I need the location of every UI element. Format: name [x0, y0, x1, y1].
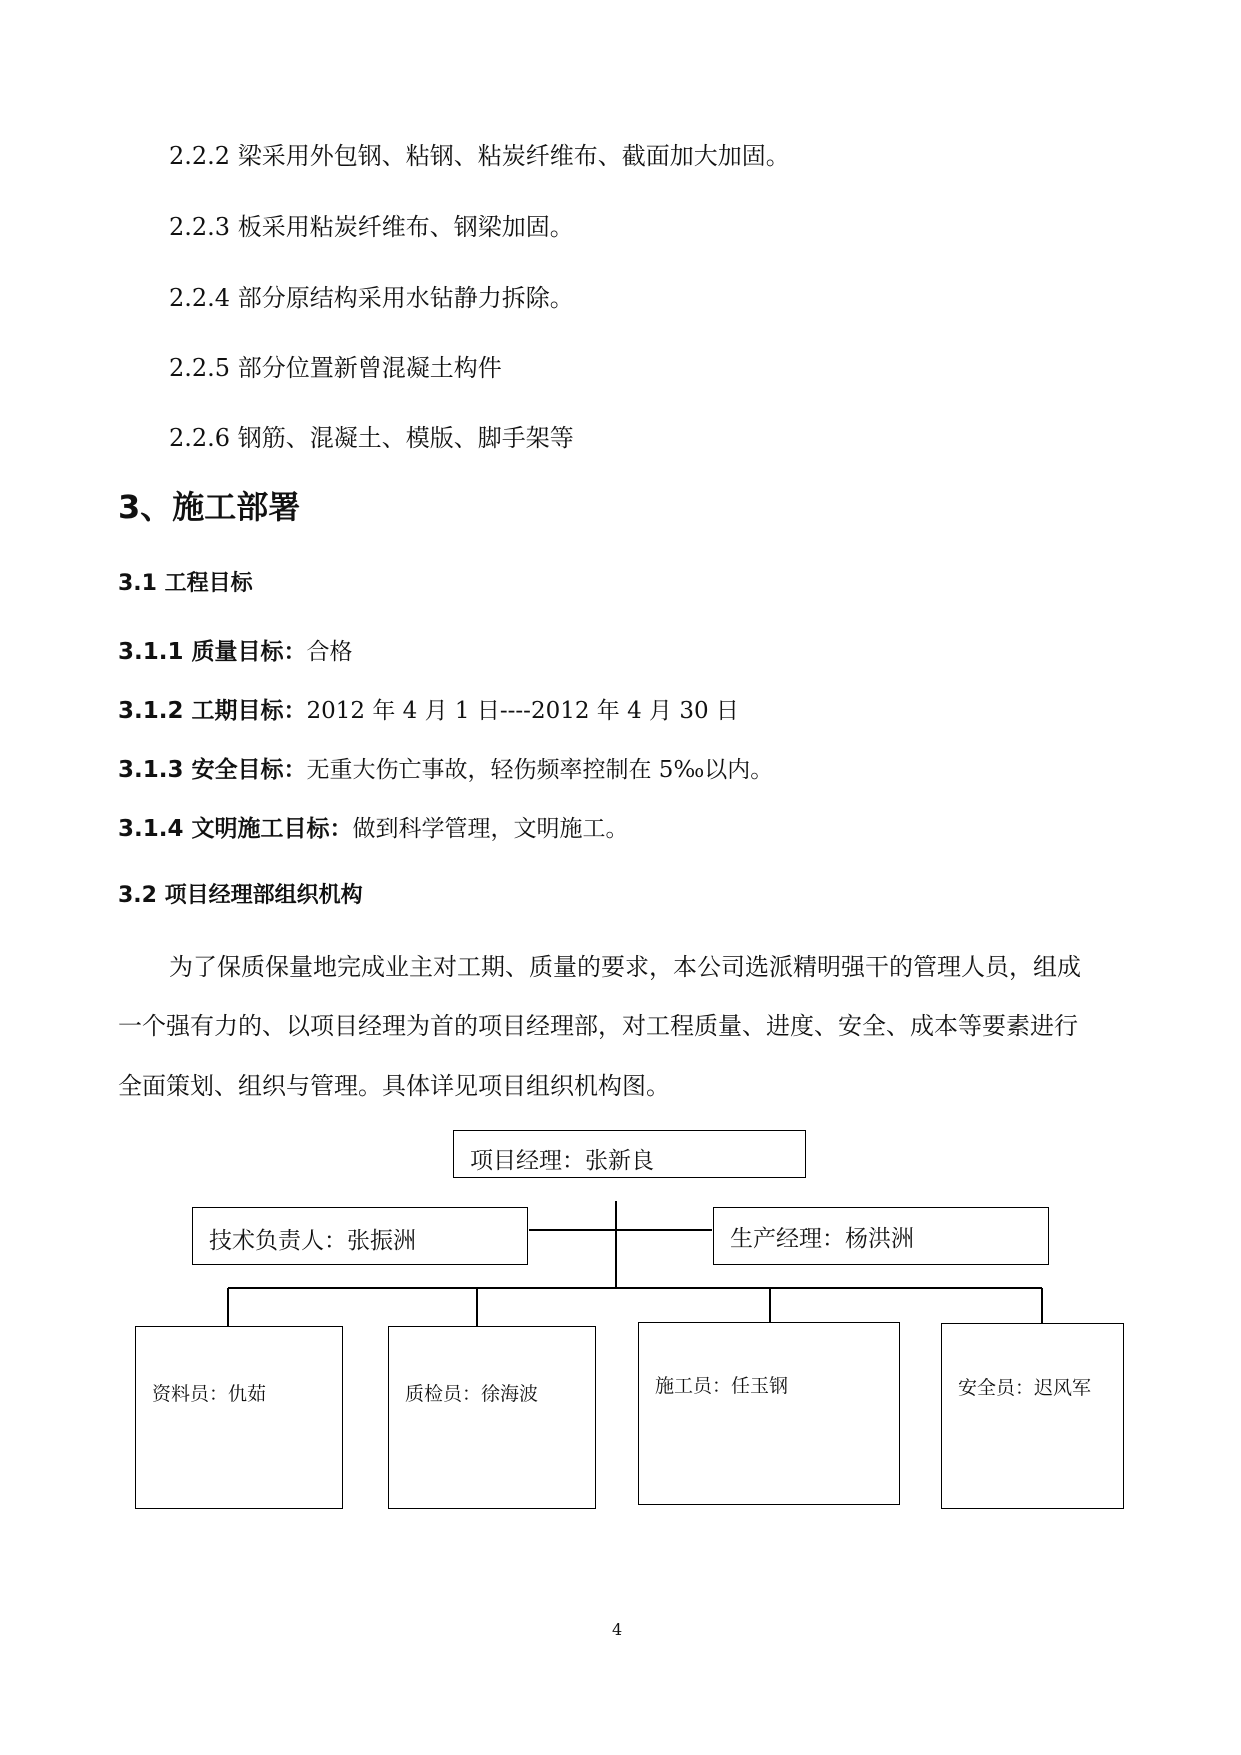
- page-number: 4: [612, 1620, 623, 1639]
- goal-label: 3.1.3 安全目标：: [118, 757, 307, 783]
- goal-text: 2012 年 4 月 1 日----2012 年 4 月 30 日: [306, 698, 739, 724]
- org-production-label: 生产经理：杨洪洲: [730, 1226, 914, 1252]
- org-box-staff-construction: [638, 1322, 900, 1505]
- paragraph-line: 一个强有力的、以项目经理为首的项目经理部，对工程质量、进度、安全、成本等要素进行: [118, 1012, 1078, 1040]
- org-staff-label: 安全员：迟风军: [958, 1377, 1092, 1399]
- goal-text: 无重大伤亡事故，轻伤频率控制在 5‰以内。: [306, 757, 774, 783]
- item-2-2-6: 2.2.6 钢筋、混凝土、模版、脚手架等: [169, 424, 574, 452]
- org-staff-label: 资料员：仇茹: [152, 1383, 267, 1405]
- org-manager-label: 项目经理：张新良: [470, 1148, 654, 1174]
- org-box-staff-quality: [388, 1326, 596, 1509]
- goal-label: 3.1.2 工期目标：: [118, 698, 307, 724]
- item-2-2-2: 2.2.2 梁采用外包钢、粘钢、粘炭纤维布、截面加大加固。: [169, 142, 790, 170]
- heading-3-1: 3.1 工程目标: [118, 571, 253, 596]
- org-box-tech-lead: [192, 1207, 528, 1265]
- paragraph-line: 为了保质保量地完成业主对工期、质量的要求，本公司选派精明强干的管理人员，组成: [169, 953, 1081, 981]
- org-staff-label: 质检员：徐海波: [405, 1383, 539, 1405]
- goal-label: 3.1.4 文明施工目标：: [118, 816, 353, 842]
- org-box-manager: [453, 1130, 806, 1178]
- item-2-2-5: 2.2.5 部分位置新曾混凝土构件: [169, 354, 502, 382]
- heading-3: 3、施工部署: [118, 488, 301, 526]
- goal-text: 做到科学管理，文明施工。: [352, 816, 629, 842]
- heading-3-2: 3.2 项目经理部组织机构: [118, 883, 363, 908]
- paragraph-line: 全面策划、组织与管理。具体详见项目组织机构图。: [118, 1072, 670, 1100]
- goal-text: 合格: [306, 639, 353, 665]
- org-box-staff-records: [135, 1326, 343, 1509]
- goal-label: 3.1.1 质量目标：: [118, 639, 307, 665]
- item-2-2-4: 2.2.4 部分原结构采用水钻静力拆除。: [169, 284, 574, 312]
- org-box-staff-safety: [941, 1323, 1124, 1509]
- org-box-production-manager: [713, 1207, 1049, 1265]
- item-2-2-3: 2.2.3 板采用粘炭纤维布、钢梁加固。: [169, 213, 574, 241]
- org-staff-label: 施工员：任玉钢: [655, 1375, 789, 1397]
- org-tech-lead-label: 技术负责人：张振洲: [209, 1228, 416, 1254]
